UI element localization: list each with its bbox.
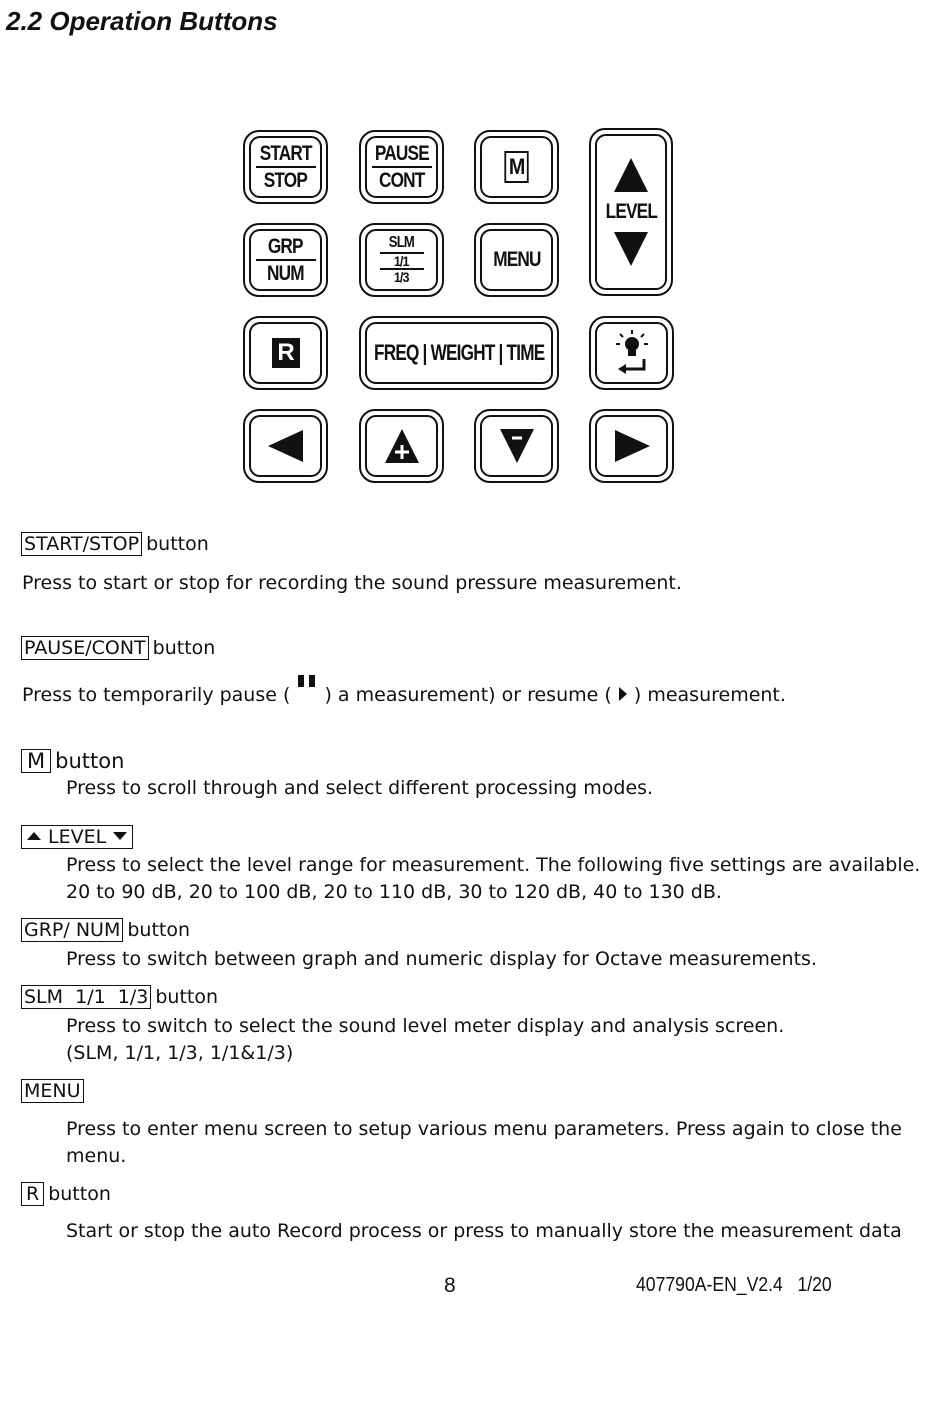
slm-label: SLM 1/1 1/3 (21, 985, 151, 1009)
right-arrow-icon (614, 430, 650, 462)
right-key (589, 409, 674, 483)
menu-key (474, 223, 559, 297)
menu-text-2: menu. (66, 1145, 127, 1167)
level-up-icon (613, 158, 649, 192)
level-key-label: LEVEL (605, 200, 657, 223)
grp-num-text: Press to switch between graph and numeric display for Octave measurements. (66, 948, 817, 970)
slm-key (359, 223, 444, 297)
level-label-box (21, 825, 133, 849)
pause-icon (296, 675, 318, 695)
start-stop-key-top: START (259, 142, 312, 165)
grp-num-key (243, 223, 328, 297)
slm-key-mid: 1/1 (394, 252, 409, 269)
m-heading: M button (21, 749, 124, 773)
pause-cont-key (359, 130, 444, 204)
slm-text: Press to switch to select the sound level meter display and analysis screen. (66, 1015, 785, 1037)
level-down-small-icon (112, 831, 128, 841)
pause-cont-heading: PAUSE/CONT button (21, 636, 215, 660)
pause-cont-key-bottom: CONT (378, 169, 425, 192)
r-text: Start or stop the auto Record process or press to manually store the measurement data (66, 1220, 902, 1242)
menu-heading (21, 1079, 84, 1103)
m-key (474, 130, 559, 204)
grp-num-label: GRP/ NUM (21, 918, 123, 942)
pause-cont-key-top: PAUSE (374, 142, 429, 165)
level-text-2: 20 to 90 dB, 20 to 100 dB, 20 to 110 dB, 30 to 120 dB, 40 to 130 dB. (66, 881, 722, 903)
level-heading (21, 825, 133, 849)
start-stop-key-bottom: STOP (263, 169, 308, 192)
grp-num-key-bottom: NUM (267, 262, 304, 285)
level-key (589, 128, 673, 296)
slm-text-2: (SLM, 1/1, 1/3, 1/1&1/3) (66, 1042, 294, 1064)
level-label: LEVEL (48, 826, 107, 848)
start-stop-label: START/STOP (21, 532, 142, 556)
backlight-enter-key (589, 316, 674, 390)
left-arrow-icon (268, 430, 304, 462)
r-key (243, 316, 328, 390)
section-title: 2.2 Operation Buttons (6, 6, 278, 36)
start-stop-key (243, 130, 328, 204)
backlight-enter-icon (614, 329, 650, 377)
level-text: Press to select the level range for measurement. The following five settings are available. (66, 854, 921, 876)
page-number: 8 (444, 1274, 456, 1297)
menu-text: Press to enter menu screen to setup various menu parameters. Press again to close the (66, 1118, 902, 1140)
up-plus-key (359, 409, 444, 483)
r-key-label: R (272, 338, 300, 368)
play-icon (618, 686, 628, 702)
m-key-label: M (504, 151, 529, 183)
left-key (243, 409, 328, 483)
start-stop-heading: START/STOP button (21, 532, 209, 556)
pause-cont-text: Press to temporarily pause ( ) a measurement) or resume ( ) measurement. (22, 675, 786, 706)
grp-num-key-top: GRP (268, 235, 303, 258)
freq-weight-time-key (359, 316, 559, 390)
up-plus-icon (384, 429, 420, 463)
grp-num-heading: GRP/ NUM button (21, 918, 190, 942)
pause-cont-label: PAUSE/CONT (21, 636, 149, 660)
start-stop-text: Press to start or stop for recording the sound pressure measurement. (22, 572, 682, 594)
r-heading: R button (21, 1182, 111, 1206)
document-id: 407790A-EN_V2.4 1/20 (636, 1274, 832, 1296)
menu-key-label: MENU (492, 248, 541, 271)
freq-weight-time-key-label: FREQ | WEIGHT | TIME (373, 340, 545, 365)
slm-key-bottom: 1/3 (394, 268, 409, 285)
r-label: R (21, 1182, 44, 1206)
m-text: Press to scroll through and select different processing modes. (66, 777, 654, 799)
level-down-icon (613, 232, 649, 266)
level-up-small-icon (26, 831, 42, 841)
menu-label: MENU (21, 1079, 84, 1103)
slm-heading: SLM 1/1 1/3 button (21, 985, 218, 1009)
down-minus-icon (499, 429, 535, 463)
slm-key-top: SLM (388, 234, 415, 252)
down-minus-key (474, 409, 559, 483)
m-label: M (21, 749, 51, 773)
